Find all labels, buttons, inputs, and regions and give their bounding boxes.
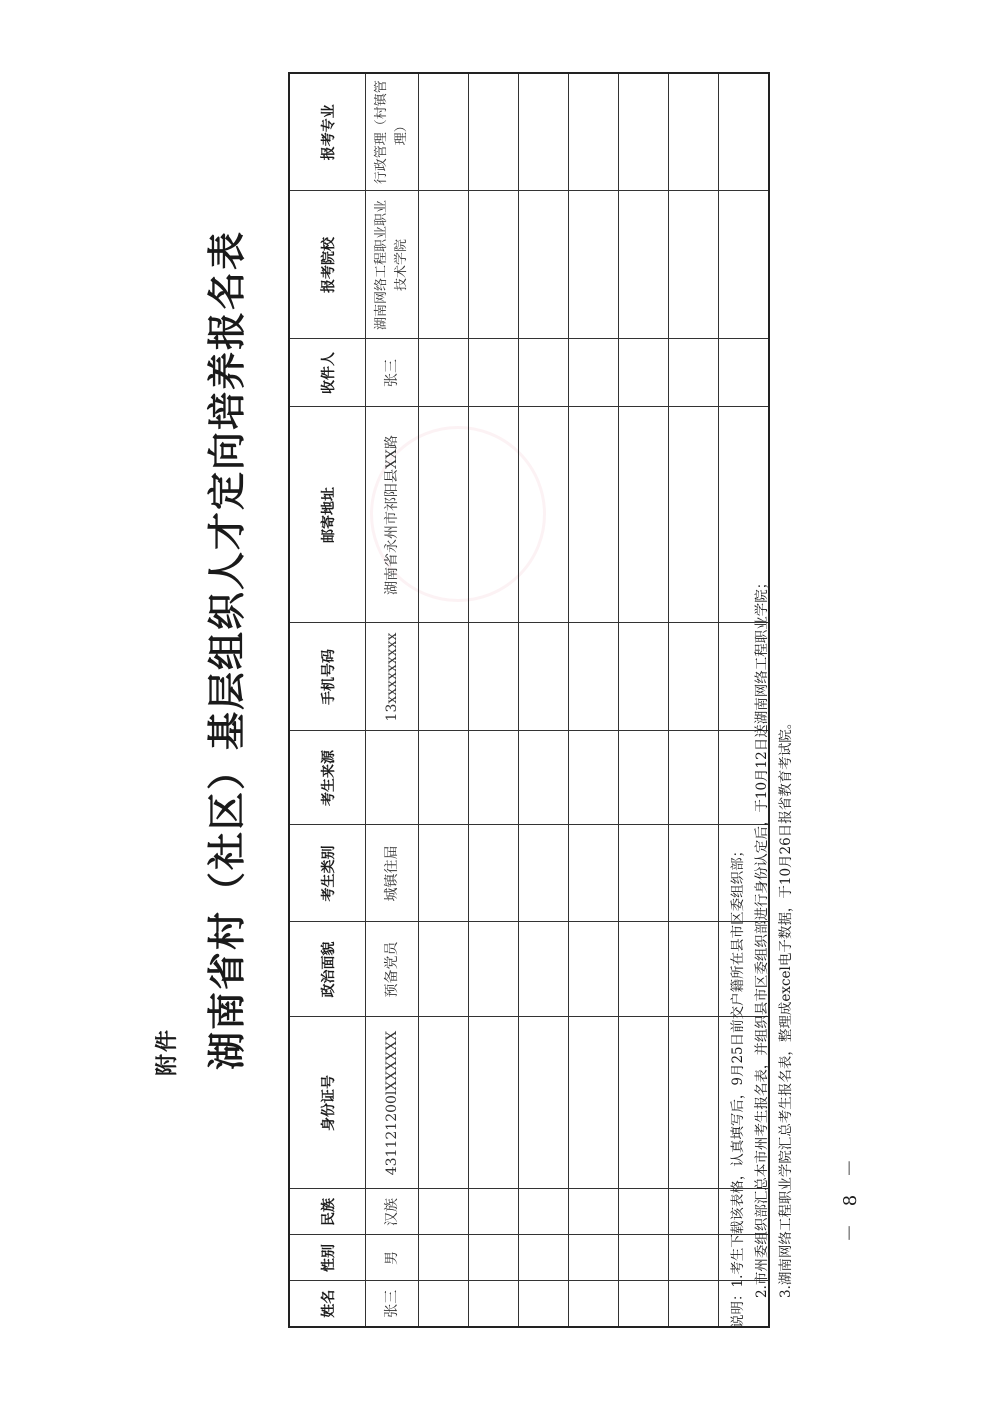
table-cell: 张三 <box>366 1281 419 1327</box>
table-cell: 431121200lXXXXXX <box>366 1017 419 1189</box>
table-cell <box>366 731 419 825</box>
note-line-3: 3.湖南网络工程职业学院汇总考生报名表，整理成excel电子数据，于10月26日报省教育考试院。 <box>778 715 794 1298</box>
header-cell: 身份证号 <box>289 1017 366 1189</box>
header-cell: 报考院校 <box>289 191 366 339</box>
empty-row <box>669 73 719 1327</box>
header-cell: 邮寄地址 <box>289 407 366 623</box>
table-cell: 预备党员 <box>366 922 419 1017</box>
table-cell: 湖南网络工程职业职业技术学院 <box>366 191 419 339</box>
header-cell: 考生来源 <box>289 731 366 825</box>
sample-row <box>366 73 419 1327</box>
table-cell: 行政管理（村镇管理） <box>366 73 419 191</box>
registration-table <box>288 72 770 1328</box>
header-cell: 收件人 <box>289 339 366 407</box>
header-cell: 考生类别 <box>289 825 366 922</box>
header-cell: 手机号码 <box>289 623 366 731</box>
empty-row <box>619 73 669 1327</box>
table-cell: 13xxxxxxxxx <box>366 623 419 731</box>
empty-row <box>519 73 569 1327</box>
page-number: － 8 － <box>840 1153 861 1242</box>
header-row <box>289 73 366 1327</box>
empty-row <box>419 73 469 1327</box>
table-cell: 男 <box>366 1235 419 1281</box>
note-line-2: 2.市州委组织部汇总本市州考生报名表，并组织县市区委组织部进行身份认定后，于10月12日送湖南网络工程职业学院； <box>754 575 770 1298</box>
table-cell: 汉族 <box>366 1189 419 1235</box>
attachment-label: 附件 <box>155 1027 180 1076</box>
header-cell: 报考专业 <box>289 73 366 191</box>
notes-section <box>726 74 798 1328</box>
header-cell: 性别 <box>289 1235 366 1281</box>
header-cell: 姓名 <box>289 1281 366 1327</box>
table-cell: 湖南省永州市祁阳县XX路 <box>366 407 419 623</box>
table-cell: 张三 <box>366 339 419 407</box>
note-line-1: 说明：1.考生下载该表格，认真填写后，9月25日前交户籍所在县市区委组织部； <box>730 843 746 1328</box>
empty-row <box>569 73 619 1327</box>
notes-label: 说明： <box>730 1287 746 1328</box>
header-cell: 民族 <box>289 1189 366 1235</box>
empty-row <box>469 73 519 1327</box>
form-title: 湖南省村（社区）基层组织人才定向培养报名表 <box>205 229 249 1070</box>
header-cell: 政治面貌 <box>289 922 366 1017</box>
table-cell: 城镇往届 <box>366 825 419 922</box>
